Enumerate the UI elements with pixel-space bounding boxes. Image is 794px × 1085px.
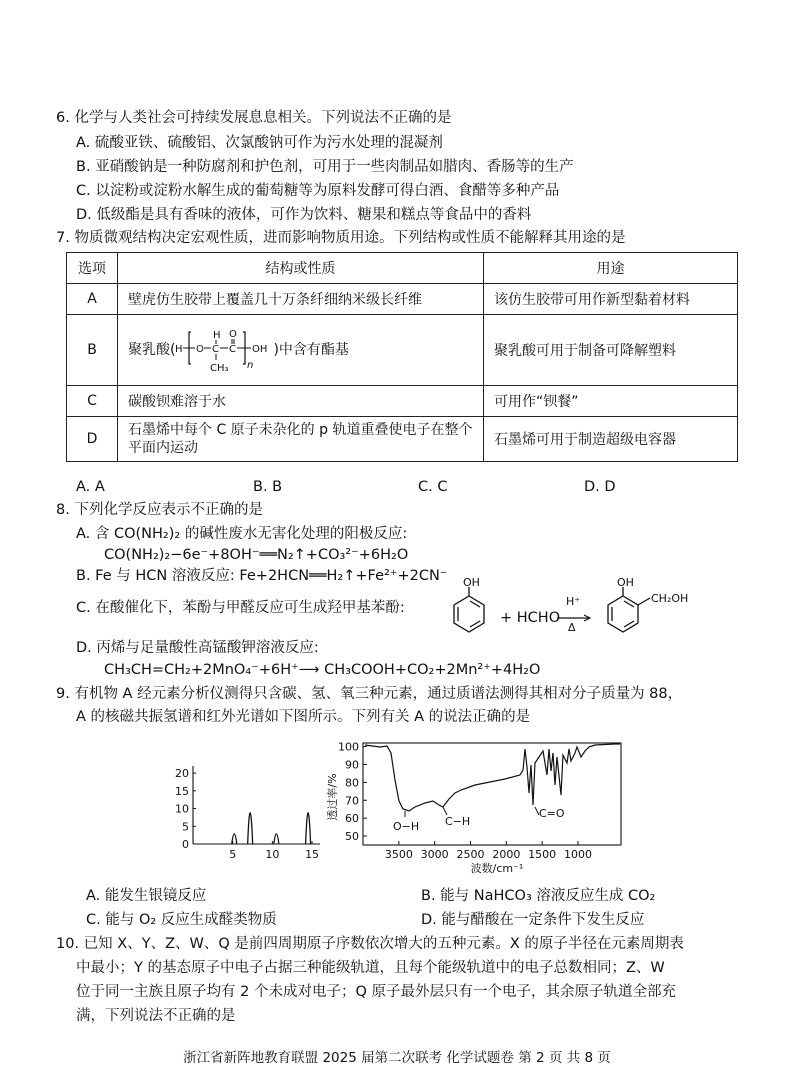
nmr-y-tick-label: 20 xyxy=(175,767,189,781)
row-use: 可用作“钡餐” xyxy=(484,386,738,417)
ir-y-tick-label: 80 xyxy=(345,776,359,790)
q9-option-a: A. 能发生银镜反应 xyxy=(86,888,207,904)
q7-answer-d: D. D xyxy=(584,479,616,495)
svg-text:OH: OH xyxy=(463,578,480,589)
nmr-x-tick-label: 10 xyxy=(265,848,280,861)
row-option: C xyxy=(67,386,118,417)
svg-text:OH: OH xyxy=(617,578,634,589)
ir-x-tick-label: 2500 xyxy=(456,848,485,861)
row-option: D xyxy=(67,417,118,462)
header-property: 结构或性质 xyxy=(118,253,484,284)
ir-y-axis-label: 透过率/% xyxy=(326,773,339,821)
nmr-y-tick-label: 15 xyxy=(175,784,189,798)
ir-annotation-ch: C−H xyxy=(445,815,471,828)
nmr-peak xyxy=(232,834,237,844)
ir-y-tick-label: 100 xyxy=(338,740,359,754)
ir-x-tick-label: 1000 xyxy=(564,848,592,861)
nmr-peak xyxy=(306,813,311,844)
nmr-spectrum-chart xyxy=(165,756,325,866)
row-property: 石墨烯中每个 C 原子未杂化的 p 轨道重叠使电子在整个平面内运动 xyxy=(118,417,484,462)
q6-option-c: C. 以淀粉或淀粉水解生成的葡萄糖等为原料发酵可得白酒、食醋等多种产品 xyxy=(76,183,560,199)
phenol-structure xyxy=(446,578,492,634)
table-row xyxy=(67,284,738,315)
q8-option-d-equation: CH₃CH=CH₂+2MnO₄⁻+6H⁺⟶ CH₃COOH+CO₂+2Mn²⁺+4H₂O xyxy=(104,662,541,678)
table-row xyxy=(67,417,738,462)
nmr-x-tick-label: 15 xyxy=(305,848,320,861)
q8-c-plus-hchO: + HCHO xyxy=(500,610,561,626)
q9-stem-line1: 9. 有机物 A 经元素分析仪测得只含碳、氢、氧三种元素，通过质谱法测得其相对分子质量为 88， xyxy=(56,686,683,702)
ir-spectrum-chart xyxy=(325,735,625,875)
q7-stem: 7. 物质微观结构决定宏观性质，进而影响物质用途。下列结构或性质不能解释其用途的是 xyxy=(56,230,626,246)
svg-text:CH₂OH: CH₂OH xyxy=(651,592,689,605)
q8-option-d-text: D. 丙烯与足量酸性高锰酸钾溶液反应: xyxy=(76,640,319,656)
svg-text:n: n xyxy=(247,360,254,371)
q10-line1: 10. 已知 X、Y、Z、W、Q 是前四周期原子序数依次增大的五种元素。X 的原子半径在元素周期表 xyxy=(56,936,684,952)
q7-answer-b: B. B xyxy=(253,479,283,495)
svg-text:C: C xyxy=(229,344,237,355)
row-use: 聚乳酸可用于制备可降解塑料 xyxy=(484,315,738,386)
q10-line4: 满，下列说法不正确的是 xyxy=(76,1008,236,1024)
q8-stem: 8. 下列化学反应表示不正确的是 xyxy=(56,502,263,518)
nmr-y-tick-label: 0 xyxy=(182,838,189,851)
ir-annotation-oh: O−H xyxy=(393,820,420,833)
svg-text:H: H xyxy=(213,330,221,341)
svg-text:O: O xyxy=(196,344,205,355)
polylactic-label: 聚乳酸( xyxy=(128,342,176,358)
q9-option-c: C. 能与 O₂ 反应生成醛类物质 xyxy=(86,912,277,928)
table-header-row xyxy=(67,253,738,284)
row-property: 壁虎仿生胶带上覆盖几十万条纤细纳米级长纤维 xyxy=(118,284,484,315)
q7-table xyxy=(66,252,738,462)
q6-option-d: D. 低级酯是具有香味的液体，可作为饮料、糖果和糕点等食品中的香料 xyxy=(76,207,532,223)
header-option: 选项 xyxy=(67,253,118,284)
ir-annotation-co: C=O xyxy=(539,807,565,820)
header-use: 用途 xyxy=(484,253,738,284)
q8-option-c-text: C. 在酸催化下，苯酚与甲醛反应可生成羟甲基苯酚: xyxy=(76,600,405,616)
q10-line3: 位于同一主族且原子均有 2 个未成对电子；Q 原子最外层只有一个电子，其余原子轨道全部充 xyxy=(76,984,676,1000)
svg-text:H: H xyxy=(175,344,183,355)
q8-option-a-text: A. 含 CO(NH₂)₂ 的碱性废水无害化处理的阳极反应: xyxy=(76,526,408,542)
ir-x-tick-label: 3000 xyxy=(420,848,449,861)
ir-x-tick-label: 2000 xyxy=(492,848,521,861)
ir-x-tick-label: 3500 xyxy=(384,848,413,861)
ir-y-tick-label: 50 xyxy=(345,830,359,844)
ester-label: )中含有酯基 xyxy=(273,342,349,358)
ir-y-tick-label: 70 xyxy=(345,794,359,808)
q8-option-b: B. Fe 与 HCN 溶液反应: Fe+2HCN══H₂↑+Fe²⁺+2CN⁻ xyxy=(76,568,448,584)
ir-y-tick-label: 60 xyxy=(345,812,359,826)
nmr-y-tick-label: 5 xyxy=(182,820,189,834)
ir-x-axis-label: 波数/cm⁻¹ xyxy=(470,862,524,875)
q7-answer-a: A. A xyxy=(76,479,105,495)
q8-option-a-equation: CO(NH₂)₂−6e⁻+8OH⁻══N₂↑+CO₃²⁻+6H₂O xyxy=(104,547,409,563)
nmr-peak xyxy=(274,834,279,844)
ir-y-tick-label: 90 xyxy=(345,758,359,772)
q6-option-a: A. 硫酸亚铁、硫酸铝、次氯酸钠可作为污水处理的混凝剂 xyxy=(76,135,443,151)
row-use: 石墨烯可用于制造超级电容器 xyxy=(484,417,738,462)
q9-stem-line2: A 的核磁共振氢谱和红外光谱如下图所示。下列有关 A 的说法正确的是 xyxy=(76,709,531,725)
svg-text:OH: OH xyxy=(252,344,268,355)
ir-transmittance-curve xyxy=(365,744,620,811)
table-row xyxy=(67,315,738,386)
nmr-peak xyxy=(248,813,253,844)
q10-line2: 中最小；Y 的基态原子中电子占据三种能级轨道，且每个能级轨道中的电子总数相同；Z、W xyxy=(76,960,665,976)
q6-option-b: B. 亚硝酸钠是一种防腐剂和护色剂，可用于一些肉制品如腊肉、香肠等的生产 xyxy=(76,159,574,175)
ir-x-tick-label: 1500 xyxy=(528,848,557,861)
q8-c-condition-bottom: Δ xyxy=(568,621,576,634)
nmr-x-tick-label: 5 xyxy=(229,848,237,861)
table-row xyxy=(67,386,738,417)
page-footer: 浙江省新阵地教育联盟 2025 届第二次联考 化学试题卷 第 2 页 共 8 页 xyxy=(183,1050,611,1066)
row-option: A xyxy=(67,284,118,315)
q7-answer-c: C. C xyxy=(418,479,448,495)
row-property xyxy=(118,315,484,386)
q6-stem: 6. 化学与人类社会可持续发展息息相关。下列说法不正确的是 xyxy=(56,110,452,126)
row-use: 该仿生胶带可用作新型黏着材料 xyxy=(484,284,738,315)
q9-option-d: D. 能与醋酸在一定条件下发生反应 xyxy=(421,912,645,928)
svg-text:CH₃: CH₃ xyxy=(210,363,229,374)
row-option: B xyxy=(67,315,118,386)
hydroxymethyl-phenol-structure xyxy=(600,578,700,634)
q8-c-condition-top: H⁺ xyxy=(566,595,581,608)
svg-text:O: O xyxy=(229,329,238,340)
svg-text:C: C xyxy=(212,344,220,355)
polylactic-acid-structure xyxy=(175,318,273,382)
q9-option-b: B. 能与 NaHCO₃ 溶液反应生成 CO₂ xyxy=(421,888,656,904)
nmr-y-tick-label: 10 xyxy=(175,802,189,816)
row-property: 碳酸钡难溶于水 xyxy=(118,386,484,417)
